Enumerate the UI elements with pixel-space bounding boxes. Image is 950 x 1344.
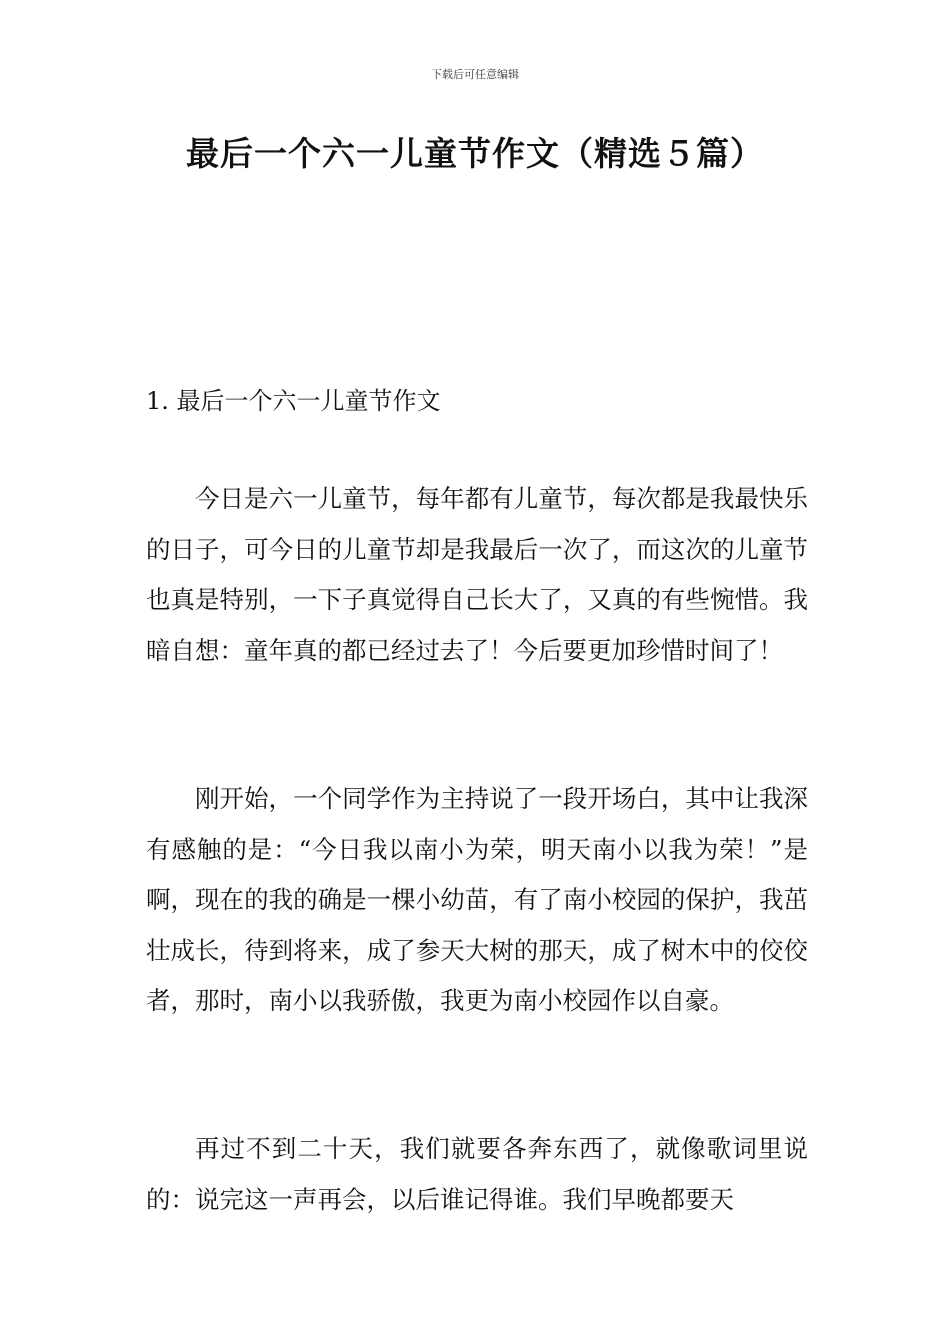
body-paragraph: 再过不到二十天，我们就要各奔东西了，就像歌词里说的：说完这一声再会，以后谁记得谁。我们早晚都要天: [146, 1134, 808, 1214]
section-heading: 1. 最后一个六一儿童节作文: [146, 387, 441, 415]
body-paragraph: 今日是六一儿童节，每年都有儿童节，每次都是我最快乐的日子，可今日的儿童节却是我最后一次了，而这次的儿童节也真是特别，一下子真觉得自己长大了，又真的有些惋惜。我暗自想：童年真的都已经过去了！今后要更加珍惜时间了！: [146, 484, 808, 665]
header-note: 下载后可任意编辑: [431, 68, 519, 81]
body-paragraph: 刚开始，一个同学作为主持说了一段开场白，其中让我深有感触的是：“今日我以南小为荣，明天南小以我为荣！”是啊，现在的我的确是一棵小幼苗，有了南小校园的保护，我茁壮成长，待到将来，成了参天大树的那天，成了树木中的佼佼者，那时，南小以我骄傲，我更为南小校园作以自豪。: [146, 784, 808, 1015]
document-title: 最后一个六一儿童节作文（精选５篇）: [186, 134, 764, 173]
